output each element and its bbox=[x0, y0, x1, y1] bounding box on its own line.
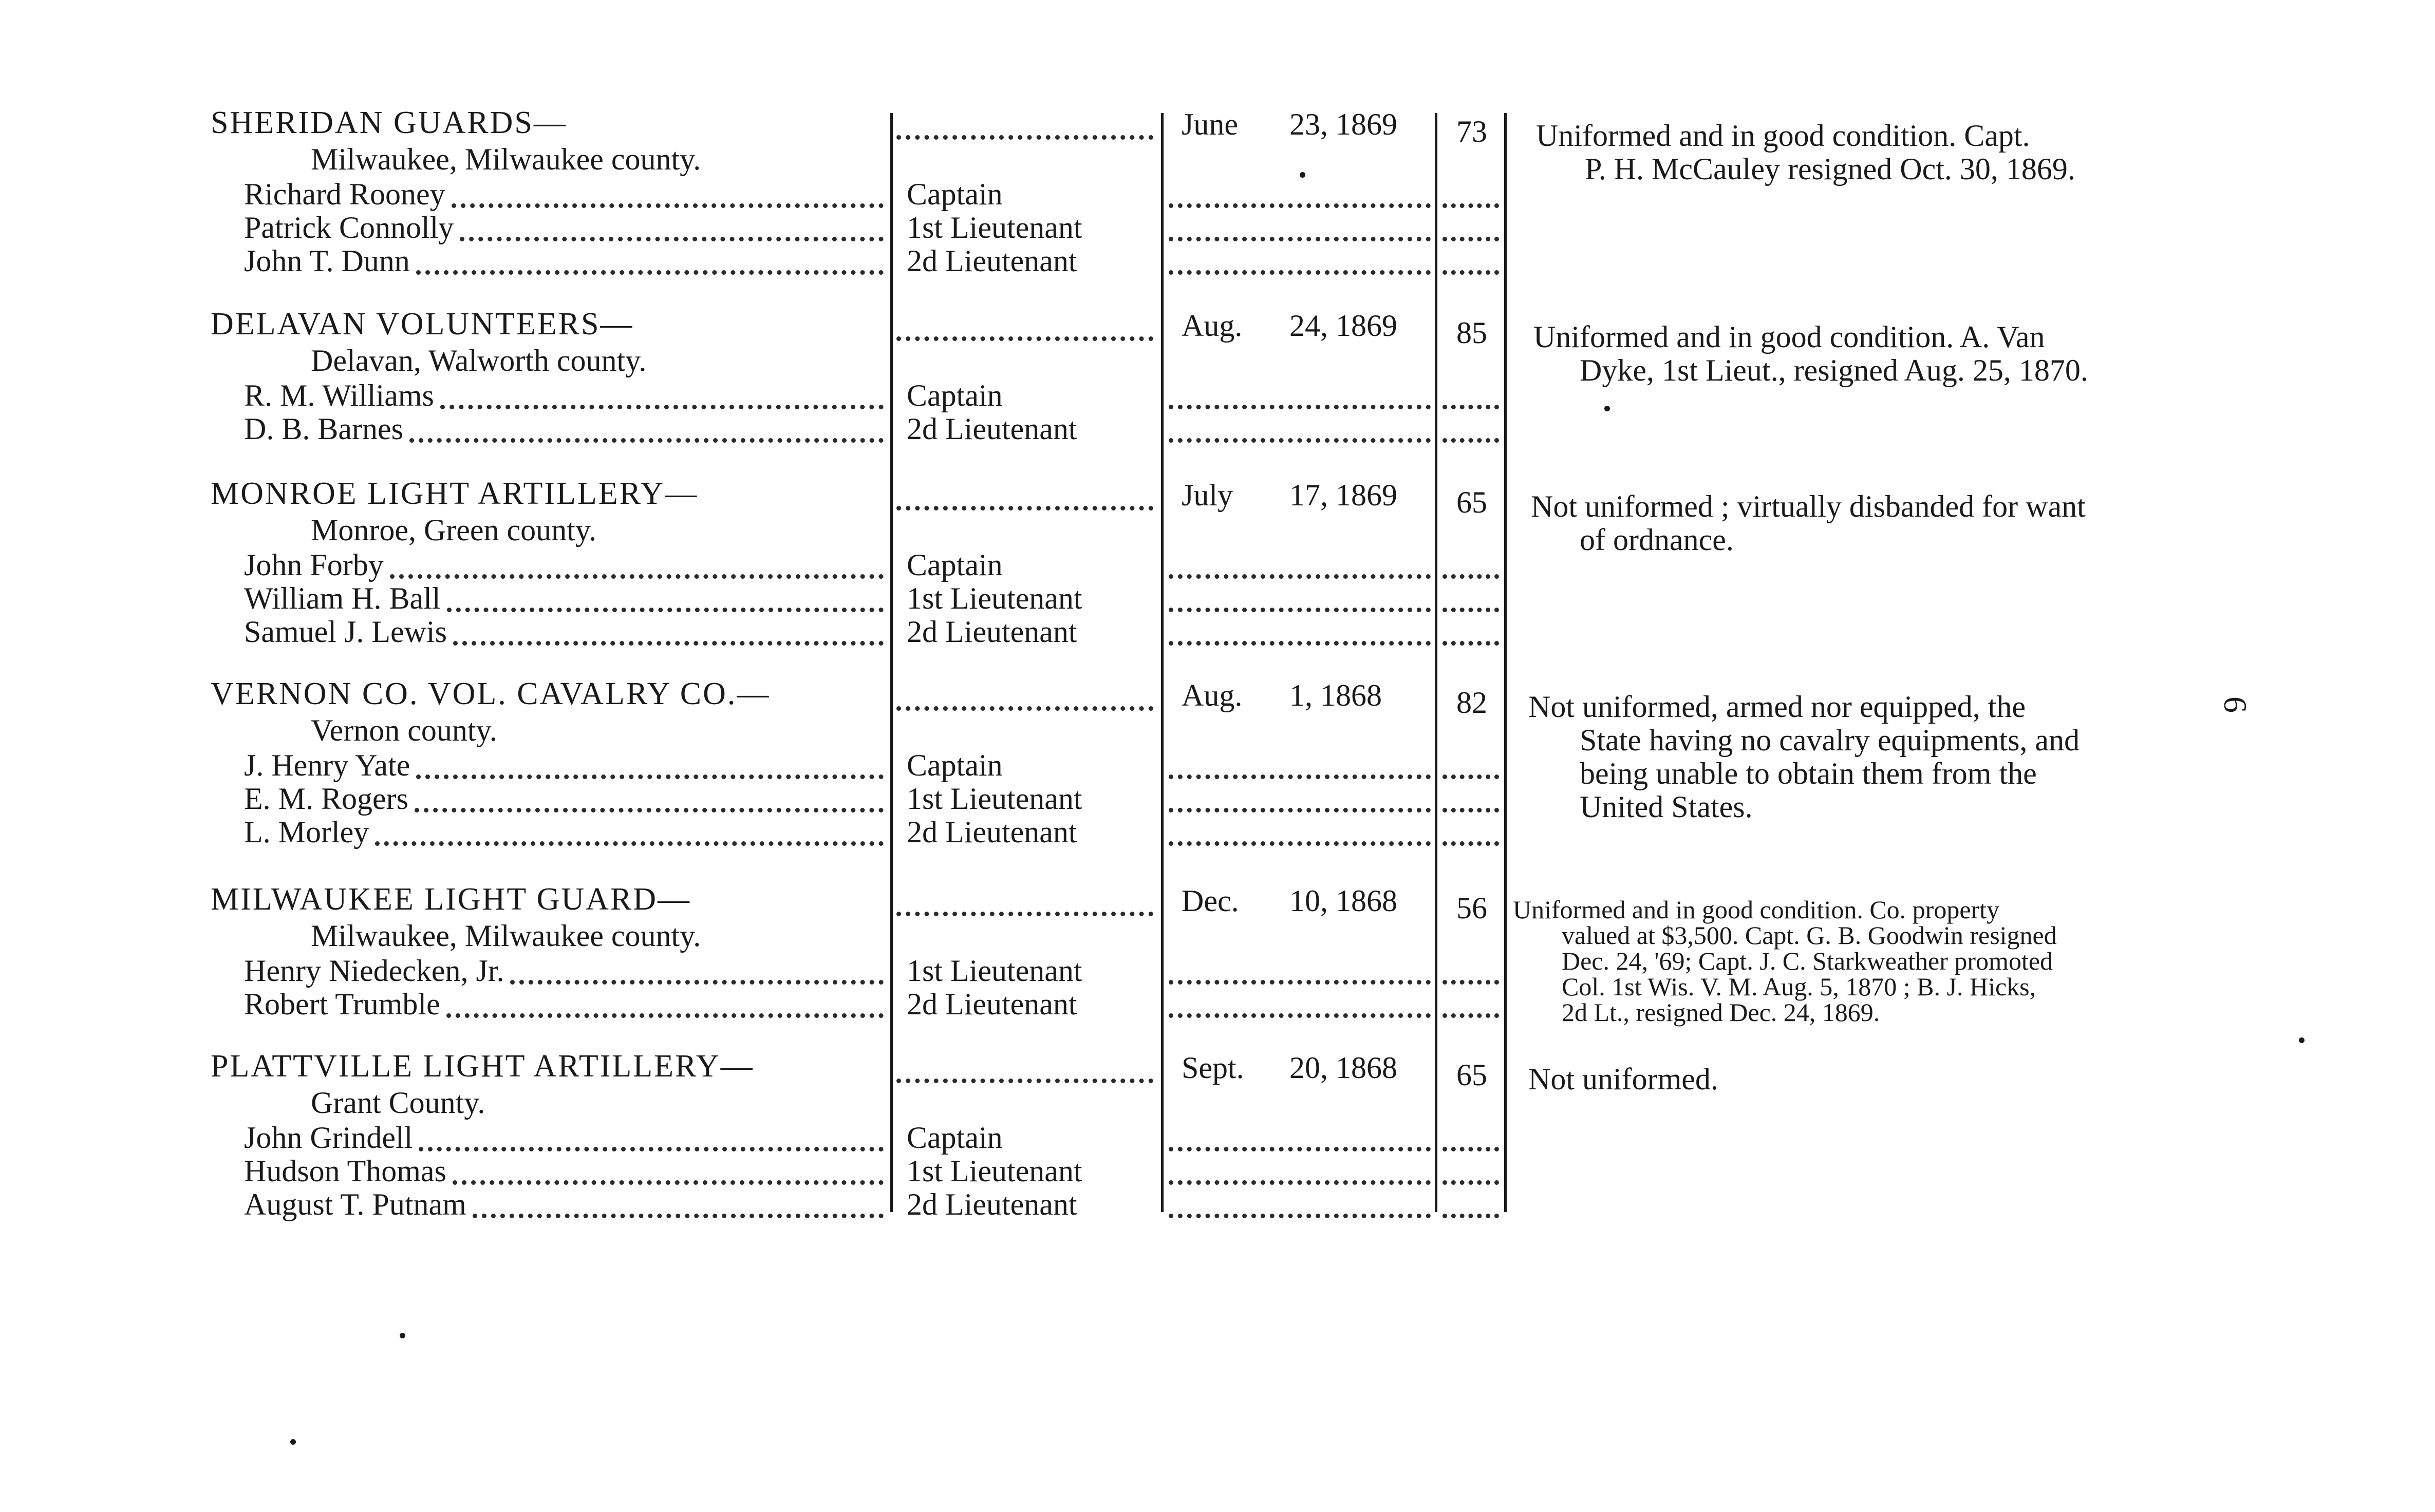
ink-speck bbox=[1604, 406, 1610, 411]
remark-line: State having no cavalry equipments, and bbox=[1580, 723, 2080, 757]
remark-line: Dec. 24, '69; Capt. J. C. Starkweather promoted bbox=[1562, 947, 2053, 975]
remark-line: of ordnance. bbox=[1580, 523, 1734, 557]
officer-name: William H. Ball bbox=[244, 581, 441, 615]
leader-dots bbox=[419, 1147, 884, 1151]
company-location: Milwaukee, Milwaukee county. bbox=[311, 919, 701, 953]
leader-dots bbox=[1169, 237, 1431, 241]
leader-dots bbox=[1169, 203, 1431, 208]
remark-line: being unable to obtain them from the bbox=[1580, 757, 2037, 790]
officer-name: E. M. Rogers bbox=[244, 782, 408, 816]
remark-line: Uniformed and in good condition. Co. property bbox=[1513, 895, 2000, 924]
leader-dots bbox=[896, 135, 1153, 140]
leader-dots bbox=[1169, 774, 1431, 779]
leader-dots bbox=[1169, 980, 1431, 985]
officer-rank: 2d Lieutenant bbox=[907, 412, 1077, 446]
officer-rank: Captain bbox=[907, 177, 1003, 211]
officer-name: Robert Trumble bbox=[244, 987, 440, 1021]
officer-rank: 1st Lieutenant bbox=[907, 954, 1082, 988]
leader-dots bbox=[1169, 1214, 1431, 1218]
leader-dots bbox=[416, 774, 884, 779]
leader-dots bbox=[1443, 980, 1499, 985]
muster-day-year: 1, 1868 bbox=[1289, 678, 1382, 712]
officer-name: D. B. Barnes bbox=[244, 412, 403, 446]
officer-name: John Forby bbox=[244, 548, 384, 582]
company-name: MONROE LIGHT ARTILLERY— bbox=[211, 476, 699, 511]
officer-rank: 1st Lieutenant bbox=[907, 581, 1082, 615]
leader-dots bbox=[409, 438, 884, 443]
officer-name: L. Morley bbox=[244, 815, 369, 849]
ink-speck bbox=[1300, 172, 1305, 178]
column-rule bbox=[1161, 113, 1164, 1212]
leader-dots bbox=[1443, 270, 1499, 275]
remark-line: Not uniformed. bbox=[1528, 1062, 1718, 1096]
leader-dots bbox=[1169, 438, 1431, 443]
remark-line: Uniformed and in good condition. Capt. bbox=[1536, 119, 2030, 153]
leader-dots bbox=[510, 980, 884, 985]
officer-rank: Captain bbox=[907, 1121, 1003, 1155]
column-rule bbox=[890, 113, 893, 1212]
muster-month: Dec. bbox=[1182, 884, 1239, 918]
officer-name: J. Henry Yate bbox=[244, 748, 410, 782]
column-rule bbox=[1435, 113, 1437, 1212]
officer-rank: Captain bbox=[907, 548, 1003, 582]
officer-rank: 2d Lieutenant bbox=[907, 1187, 1077, 1221]
remark-line: Not uniformed, armed nor equipped, the bbox=[1528, 690, 2026, 724]
leader-dots bbox=[1443, 608, 1499, 612]
officer-rank: 2d Lieutenant bbox=[907, 615, 1077, 649]
officer-rank: Captain bbox=[907, 379, 1003, 412]
leader-dots bbox=[1169, 1013, 1431, 1018]
leader-dots bbox=[415, 808, 884, 812]
officer-name: Hudson Thomas bbox=[244, 1154, 446, 1188]
leader-dots bbox=[1169, 641, 1431, 646]
muster-month: Sept. bbox=[1182, 1051, 1244, 1085]
leader-dots bbox=[440, 405, 884, 409]
company-name: VERNON CO. VOL. CAVALRY CO.— bbox=[211, 676, 771, 711]
leader-dots bbox=[460, 237, 884, 241]
officer-rank: 1st Lieutenant bbox=[907, 782, 1082, 816]
officer-rank: 1st Lieutenant bbox=[907, 211, 1082, 244]
leader-dots bbox=[453, 1180, 884, 1185]
officer-rank: 1st Lieutenant bbox=[907, 1154, 1082, 1188]
company-location: Vernon county. bbox=[311, 713, 497, 747]
leader-dots bbox=[452, 203, 884, 208]
leader-dots bbox=[1443, 574, 1499, 579]
page-number: 6 bbox=[2217, 696, 2254, 713]
leader-dots bbox=[896, 912, 1153, 916]
leader-dots bbox=[1169, 574, 1431, 579]
leader-dots bbox=[1443, 1013, 1499, 1018]
leader-dots bbox=[1443, 237, 1499, 241]
leader-dots bbox=[453, 641, 884, 646]
company-name: SHERIDAN GUARDS— bbox=[211, 105, 567, 140]
company-number: 85 bbox=[1456, 316, 1487, 350]
leader-dots bbox=[896, 1079, 1153, 1083]
leader-dots bbox=[1443, 1180, 1499, 1185]
officer-name: R. M. Williams bbox=[244, 379, 434, 412]
ink-speck bbox=[290, 1439, 296, 1445]
leader-dots bbox=[896, 506, 1153, 511]
company-location: Delavan, Walworth county. bbox=[311, 344, 647, 377]
muster-day-year: 10, 1868 bbox=[1289, 884, 1397, 918]
leader-dots bbox=[1169, 808, 1431, 812]
officer-name: Richard Rooney bbox=[244, 177, 445, 211]
leader-dots bbox=[416, 270, 884, 275]
leader-dots bbox=[375, 841, 884, 846]
leader-dots bbox=[1443, 1214, 1499, 1218]
muster-day-year: 17, 1869 bbox=[1289, 478, 1397, 512]
remark-line: Uniformed and in good condition. A. Van bbox=[1533, 320, 2045, 354]
leader-dots bbox=[1169, 1180, 1431, 1185]
leader-dots bbox=[390, 574, 884, 579]
officer-name: John T. Dunn bbox=[244, 244, 410, 278]
officer-rank: 2d Lieutenant bbox=[907, 987, 1077, 1021]
leader-dots bbox=[1443, 438, 1499, 443]
leader-dots bbox=[473, 1214, 884, 1218]
company-name: PLATTVILLE LIGHT ARTILLERY— bbox=[211, 1049, 754, 1084]
leader-dots bbox=[1169, 1147, 1431, 1151]
muster-day-year: 23, 1869 bbox=[1289, 107, 1397, 141]
remark-line: valued at $3,500. Capt. G. B. Goodwin resigned bbox=[1562, 921, 2057, 950]
company-location: Grant County. bbox=[311, 1086, 485, 1120]
officer-rank: 2d Lieutenant bbox=[907, 244, 1077, 278]
ink-speck bbox=[2299, 1037, 2305, 1043]
remark-line: P. H. McCauley resigned Oct. 30, 1869. bbox=[1585, 152, 2075, 186]
officer-name: Patrick Connolly bbox=[244, 211, 454, 244]
leader-dots bbox=[1443, 405, 1499, 409]
officer-rank: 2d Lieutenant bbox=[907, 815, 1077, 849]
remark-line: 2d Lt., resigned Dec. 24, 1869. bbox=[1562, 998, 1880, 1027]
leader-dots bbox=[1169, 608, 1431, 612]
company-number: 73 bbox=[1456, 115, 1487, 148]
company-name: DELAVAN VOLUNTEERS— bbox=[211, 307, 634, 342]
officer-name: John Grindell bbox=[244, 1121, 413, 1155]
leader-dots bbox=[1443, 203, 1499, 208]
muster-month: Aug. bbox=[1182, 678, 1243, 712]
leader-dots bbox=[896, 336, 1153, 341]
muster-month: Aug. bbox=[1182, 309, 1243, 343]
remark-line: Not uniformed ; virtually disbanded for want bbox=[1531, 489, 2086, 523]
muster-month: June bbox=[1182, 107, 1238, 141]
company-name: MILWAUKEE LIGHT GUARD— bbox=[211, 882, 691, 917]
company-number: 82 bbox=[1456, 686, 1487, 720]
company-location: Monroe, Green county. bbox=[311, 513, 596, 547]
remark-line: Col. 1st Wis. V. M. Aug. 5, 1870 ; B. J. Hicks, bbox=[1562, 972, 2036, 1001]
company-number: 65 bbox=[1456, 1058, 1487, 1092]
leader-dots bbox=[1443, 808, 1499, 812]
remark-line: United States. bbox=[1580, 790, 1753, 824]
muster-day-year: 20, 1868 bbox=[1289, 1051, 1397, 1085]
remark-line: Dyke, 1st Lieut., resigned Aug. 25, 1870. bbox=[1580, 353, 2088, 387]
officer-rank: Captain bbox=[907, 748, 1003, 782]
officer-name: August T. Putnam bbox=[244, 1187, 466, 1221]
leader-dots bbox=[1169, 405, 1431, 409]
company-number: 65 bbox=[1456, 485, 1487, 519]
officer-name: Samuel J. Lewis bbox=[244, 615, 447, 649]
leader-dots bbox=[447, 608, 884, 612]
leader-dots bbox=[1443, 774, 1499, 779]
column-rule bbox=[1504, 113, 1507, 1212]
muster-day-year: 24, 1869 bbox=[1289, 309, 1397, 343]
company-location: Milwaukee, Milwaukee county. bbox=[311, 142, 701, 176]
leader-dots bbox=[1169, 841, 1431, 846]
leader-dots bbox=[446, 1013, 884, 1018]
leader-dots bbox=[1169, 270, 1431, 275]
company-number: 56 bbox=[1456, 891, 1487, 925]
leader-dots bbox=[896, 706, 1153, 711]
leader-dots bbox=[1443, 841, 1499, 846]
muster-month: July bbox=[1182, 478, 1233, 512]
ink-speck bbox=[400, 1333, 405, 1338]
leader-dots bbox=[1443, 1147, 1499, 1151]
leader-dots bbox=[1443, 641, 1499, 646]
officer-name: Henry Niedecken, Jr. bbox=[244, 954, 504, 988]
